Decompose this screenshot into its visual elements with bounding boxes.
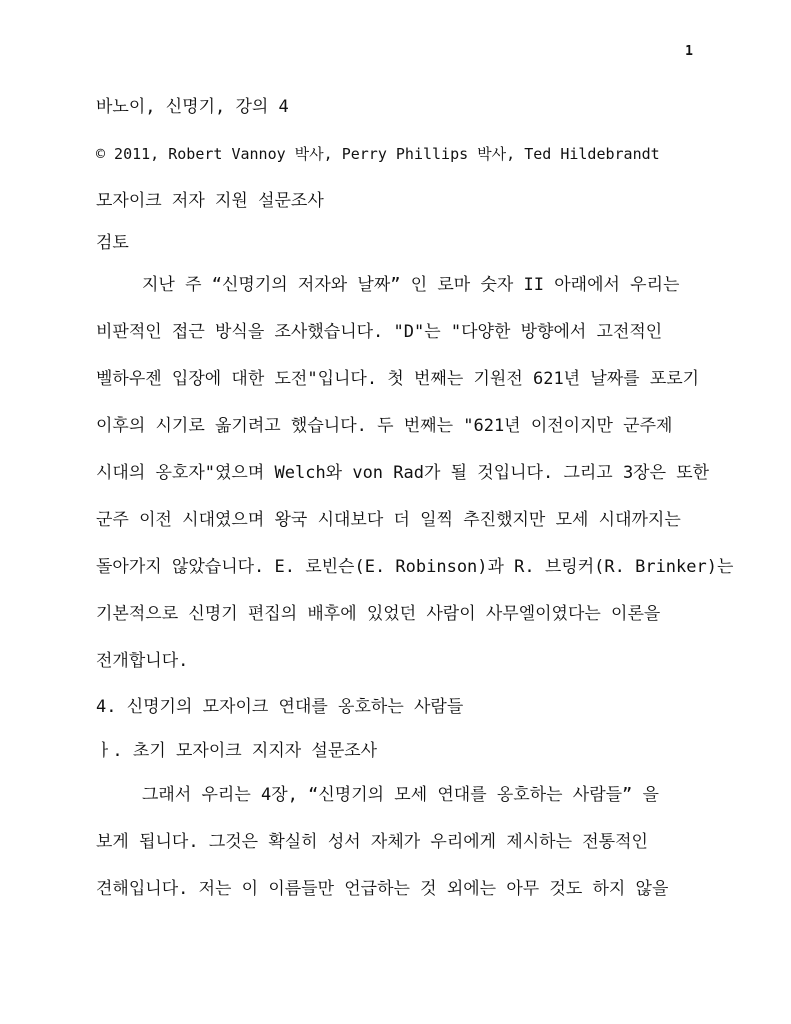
paragraph-line: 그래서 우리는 4장, “신명기의 모세 연대를 옹호하는 사람들” 을	[142, 785, 659, 805]
paragraph-line: 비판적인 접근 방식을 조사했습니다. "D"는 "다양한 방향에서 고전적인	[96, 322, 663, 342]
paragraph-line: 군주 이전 시대였으며 왕국 시대보다 더 일찍 추진했지만 모세 시대까지는	[96, 510, 681, 530]
section-heading-review: 검토	[96, 233, 129, 253]
paragraph-line: 보게 됩니다. 그것은 확실히 성서 자체가 우리에게 제시하는 전통적인	[96, 832, 648, 852]
paragraph-line: 벨하우젠 입장에 대한 도전"입니다. 첫 번째는 기원전 621년 날짜를 포로기	[96, 369, 700, 389]
heading-section-4: 4. 신명기의 모자이크 연대를 옹호하는 사람들	[96, 697, 464, 717]
paragraph-line: 기본적으로 신명기 편집의 배후에 있었던 사람이 사무엘이였다는 이론을	[96, 604, 661, 624]
paragraph-line: 시대의 옹호자"였으며 Welch와 von Rad가 될 것입니다. 그리고 3장은 또한	[96, 463, 710, 483]
paragraph-line: 이후의 시기로 옮기려고 했습니다. 두 번째는 "621년 이전이지만 군주제	[96, 416, 673, 436]
mosaic-paragraph	[96, 784, 696, 925]
document-title: 바노이, 신명기, 강의 4	[96, 97, 289, 117]
heading-subsection-a: ㅏ. 초기 모자이크 지지자 설문조사	[96, 741, 378, 761]
copyright-line: © 2011, Robert Vannoy 박사, Perry Phillips 박사, Ted Hildebrandt	[96, 145, 660, 163]
paragraph-line: 견해입니다. 저는 이 이름들만 언급하는 것 외에는 아무 것도 하지 않을	[96, 879, 669, 899]
review-paragraph	[96, 274, 734, 697]
document-subtitle: 모자이크 저자 지원 설문조사	[96, 191, 324, 211]
paragraph-line: 전개합니다.	[96, 651, 189, 671]
paragraph-line: 지난 주 “신명기의 저자와 날짜” 인 로마 숫자 II 아래에서 우리는	[142, 275, 680, 295]
page-number: 1	[685, 44, 693, 59]
paragraph-line: 돌아가지 않았습니다. E. 로빈슨(E. Robinson)과 R. 브링커(R. Brinker)는	[96, 557, 734, 577]
